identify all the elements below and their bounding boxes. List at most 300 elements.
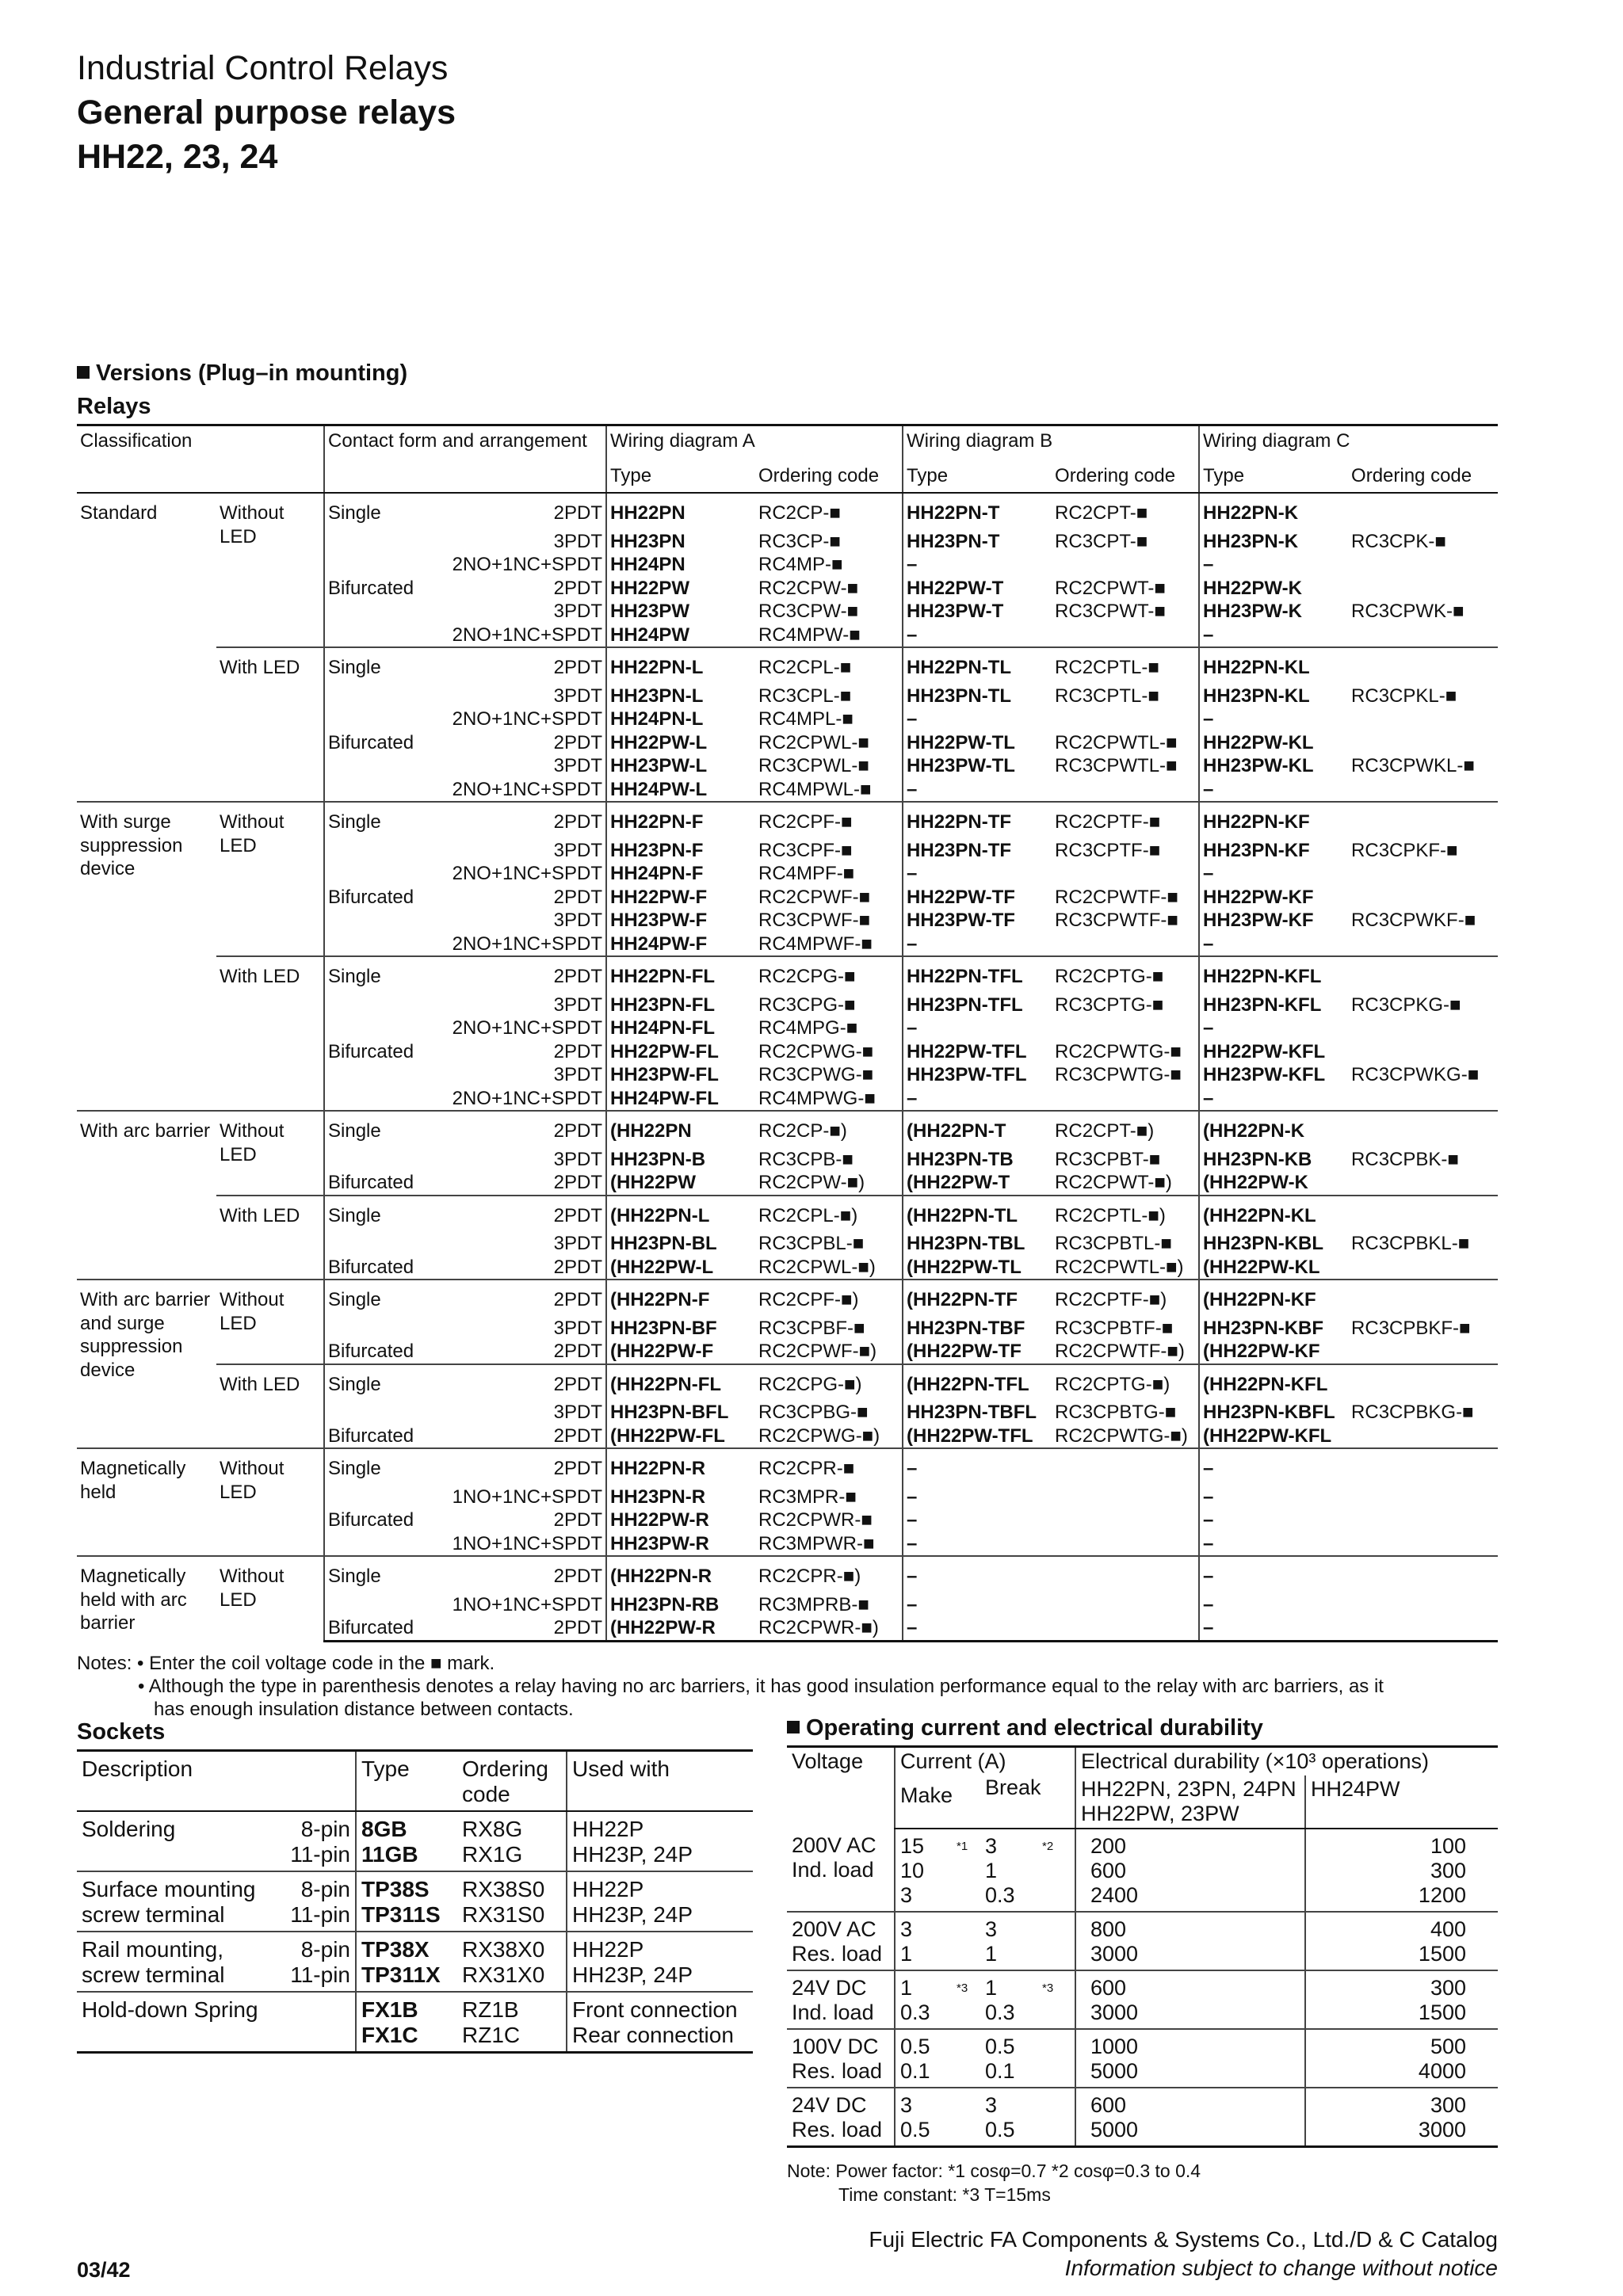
header-models: HH22, 23, 24 [77,138,278,176]
code-a-cell: RC3CPWG-■ [758,1064,874,1085]
code-a-cell: RC4MPWF-■ [758,933,873,955]
code-c-cell [1348,1016,1498,1040]
led-cell: Without LED [216,802,324,956]
socket-code: RZ1B RZ1C [457,1992,567,2053]
table-row [77,956,1498,994]
type-b-cell: HH23PN-TL [903,685,1052,708]
led-cell: Without LED [216,1448,324,1556]
contact-form-cell: Bifurcated [324,731,419,755]
code-b-cell: RC3CPBT-■ [1055,1148,1161,1170]
type-a-cell: HH23PW-FL [606,1063,755,1087]
type-b-cell: HH22PN-TFL [903,956,1052,994]
arrangement-cell: 3PDT [553,1317,603,1339]
type-a-cell: HH23PN-F [606,839,755,863]
code-b-cell [1052,1508,1199,1532]
code-c-cell [1348,1280,1498,1317]
table-row [77,1364,1498,1402]
contact-form-cell [324,1232,419,1256]
code-b-cell: RC3CPWT-■ [1055,601,1166,622]
code-a-cell: RC2CPWF-■) [758,1341,877,1362]
type-b-cell: (HH22PN-TFL [903,1364,1052,1402]
arrangement-cell: 2PDT [553,577,603,599]
type-b-cell: (HH22PW-TFL [903,1425,1052,1449]
durability-1-cell: 800 3000 [1075,1912,1305,1970]
type-c-cell: HH23PN-KB [1199,1148,1348,1172]
type-b-cell: – [903,1448,1052,1486]
type-b-cell: (HH22PN-TL [903,1196,1052,1233]
contact-form-cell: Single [324,1448,419,1486]
type-c-cell: HH22PN-KF [1199,802,1348,839]
code-b-cell [1052,933,1199,957]
arrangement-cell: 2PDT [419,1364,606,1402]
code-c-cell [1348,1532,1498,1557]
footer-company: Fuji Electric FA Components & Systems Co., Ltd./D & C Catalog [869,2227,1498,2252]
durability-1-cell: 1000 5000 [1075,2029,1305,2088]
arrangement-cell: 2PDT [553,1425,603,1447]
break-cell: 3 1 [980,1912,1037,1970]
operating-notes [787,2159,1201,2206]
code-b-cell [1052,1556,1199,1593]
type-b-cell: HH22PN-T [903,493,1052,530]
col-code: Ordering code [755,453,903,494]
type-a-cell: HH23PN-BF [606,1317,755,1341]
arrangement-cell: 3PDT [553,839,603,861]
type-c-cell: – [1199,1532,1348,1557]
code-b-cell [1052,1016,1199,1040]
type-b-cell: (HH22PW-T [903,1171,1052,1196]
type-b-cell: HH23PN-T [903,530,1052,554]
type-b-cell: – [903,1508,1052,1532]
code-b-cell: RC2CPTF-■ [1052,802,1199,839]
type-a-cell: HH23PN-FL [606,994,755,1017]
contact-form-cell [324,624,419,648]
type-a-cell: HH23PN-BL [606,1232,755,1256]
code-c-cell [1348,624,1498,648]
arrangement-cell: 2NO+1NC+SPDT [452,863,603,884]
contact-form-cell [324,778,419,803]
type-a-cell: (HH22PW [606,1171,755,1196]
arrangement-cell: 3PDT [553,1233,603,1254]
type-a-cell: (HH22PN-FL [606,1364,755,1402]
col-make: Make [895,1775,980,1829]
code-b-cell: RC2CPTF-■) [1052,1280,1199,1317]
type-b-cell: HH22PW-TF [903,886,1052,910]
contact-form-cell [324,862,419,886]
arrangement-cell: 3PDT [553,994,603,1016]
type-c-cell: – [1199,1486,1348,1509]
type-c-cell: (HH22PN-KL [1199,1196,1348,1233]
durability-2-cell: 300 3000 [1305,2088,1498,2147]
type-b-cell: – [903,624,1052,648]
type-b-cell: – [903,1556,1052,1593]
socket-code: RX38S0 RX31S0 [457,1871,567,1932]
code-b-cell: RC2CPTL-■ [1052,647,1199,685]
code-b-cell: RC3CPT-■ [1055,530,1148,552]
code-c-cell: RC3CPBK-■ [1351,1148,1459,1170]
type-c-cell: HH22PN-K [1199,493,1348,530]
code-a-cell: RC4MP-■ [758,554,843,575]
code-a-cell: RC4MPL-■ [758,708,854,730]
code-c-cell [1348,1508,1498,1532]
operating-table-body [787,1829,1498,2147]
relays-table [77,424,1498,1642]
type-c-cell: (HH22PW-KF [1199,1340,1348,1364]
type-c-cell: HH23PW-KF [1199,909,1348,933]
code-c-cell [1348,1425,1498,1449]
contact-form-cell [324,1593,419,1617]
arrangement-cell: 2PDT [553,1256,603,1278]
code-c-cell [1348,1256,1498,1280]
footnote-mark: *2 [1042,1840,1054,1853]
code-a-cell: RC2CPR-■) [755,1556,903,1593]
code-c-cell: RC3CPWKL-■ [1351,755,1475,776]
arrangement-cell: 2PDT [419,1448,606,1486]
contact-form-cell: Single [324,1196,419,1233]
arrangement-cell: 2NO+1NC+SPDT [452,933,603,955]
classification-cell: Magnetically held [77,1448,216,1556]
col-classification: Classification [77,425,324,453]
code-b-cell [1052,1616,1199,1641]
header-category: Industrial Control Relays [77,49,449,87]
type-a-cell: HH23PN [606,530,755,554]
type-a-cell: HH23PN-R [606,1486,755,1509]
code-a-cell: RC3MPRB-■ [758,1593,869,1615]
code-b-cell [1052,778,1199,803]
socket-pins [283,1992,356,2053]
table-row [787,2088,1498,2147]
page-number: 03/42 [77,2258,131,2282]
type-a-cell: HH22PN-R [606,1448,755,1486]
code-c-cell [1348,1486,1498,1509]
code-a-cell: RC3CPW-■ [758,601,859,622]
col-type: Type [1199,453,1348,494]
type-b-cell: – [903,1532,1052,1557]
type-b-cell: – [903,1486,1052,1509]
code-a-cell: RC3CPBF-■ [758,1317,865,1339]
code-b-cell: RC2CPWT-■ [1055,577,1166,599]
type-a-cell: HH23PN-L [606,685,755,708]
table-row [77,1196,1498,1233]
col-durability-1: HH22PN, 23PN, 24PN HH22PW, 23PW [1075,1775,1305,1829]
sockets-table-body [77,1811,753,2053]
col-durability-2: HH24PW [1305,1775,1498,1829]
code-a-cell: RC2CPWL-■) [758,1256,876,1278]
col-code: Ordering code [457,1751,567,1812]
code-a-cell: RC2CPL-■ [755,647,903,685]
type-c-cell: – [1199,778,1348,803]
contact-form-cell [324,530,419,554]
classification-cell: With surge suppression device [77,802,216,1111]
break-cell: 3 0.5 [980,2088,1037,2147]
type-a-cell: HH23PW [606,600,755,624]
type-c-cell: – [1199,707,1348,731]
contact-form-cell [324,1063,419,1087]
sockets-table [77,1749,753,2054]
type-b-cell: – [903,778,1052,803]
code-c-cell [1348,1340,1498,1364]
socket-type: TP38X TP311X [356,1932,457,1992]
type-c-cell: – [1199,1508,1348,1532]
col-used-with: Used with [567,1751,753,1812]
code-a-cell: RC4MPWL-■ [758,778,872,800]
type-b-cell: HH23PN-TBFL [903,1401,1052,1425]
table-row [77,493,1498,530]
code-a-cell: RC2CPG-■ [755,956,903,994]
code-a-cell: RC2CPWL-■ [758,731,869,753]
code-b-cell: RC2CPWTG-■) [1055,1425,1188,1447]
code-a-cell: RC2CPWF-■ [758,886,871,908]
make-cell: 1 0.3 [895,1970,952,2029]
arrangement-cell: 3PDT [553,1148,603,1170]
contact-form-cell: Bifurcated [324,1616,419,1641]
type-a-cell: HH22PW-F [606,886,755,910]
socket-pins: 8-pin 11-pin [283,1811,356,1871]
contact-form-cell: Bifurcated [324,1508,419,1532]
contact-form-cell: Single [324,956,419,994]
arrangement-cell: 2NO+1NC+SPDT [452,1087,603,1109]
type-a-cell: HH24PW [606,624,755,648]
code-c-cell [1348,707,1498,731]
code-b-cell [1052,1593,1199,1617]
arrangement-cell: 2PDT [553,1509,603,1531]
type-a-cell: HH22PN [606,493,755,530]
arrangement-cell: 2PDT [419,647,606,685]
contact-form-cell [324,754,419,778]
type-a-cell: HH24PN-F [606,862,755,886]
type-c-cell: – [1199,1448,1348,1486]
contact-form-cell: Single [324,1364,419,1402]
code-b-cell: RC2CPTG-■ [1052,956,1199,994]
arrangement-cell: 3PDT [553,1402,603,1423]
code-b-cell: RC2CPT-■ [1055,502,1148,524]
code-a-cell: RC3CP-■ [758,530,841,552]
break-cell: 1 0.3 [980,1970,1037,2029]
relays-table-body [77,493,1498,1641]
break-cell: 3 1 0.3 [980,1829,1037,1912]
arrangement-cell: 2PDT [419,1196,606,1233]
operating-heading: Operating current and electrical durability [787,1715,1263,1741]
table-row [77,1992,753,2053]
code-b-cell [1052,1448,1199,1486]
code-c-cell [1348,802,1498,839]
type-c-cell: – [1199,1556,1348,1593]
type-a-cell: HH23PN-BFL [606,1401,755,1425]
socket-used-with: HH22P HH23P, 24P [567,1811,753,1871]
table-row [77,1448,1498,1486]
code-c-cell: RC3CPK-■ [1351,530,1446,552]
arrangement-cell: 3PDT [553,910,603,931]
col-code: Ordering code [1052,453,1199,494]
led-cell: Without LED [220,502,285,547]
code-c-cell [1348,1040,1498,1064]
type-c-cell: HH23PN-KF [1199,839,1348,863]
durability-1-cell: 600 5000 [1075,2088,1305,2147]
code-a-cell: RC3CPBG-■ [758,1402,869,1423]
code-b-cell: RC2CPTL-■) [1052,1196,1199,1233]
table-row [787,1829,1498,1912]
contact-form-cell: Single [324,802,419,839]
make-cell: 15 10 3 [895,1829,952,1912]
arrangement-cell: 2NO+1NC+SPDT [452,708,603,730]
code-a-cell: RC3MPWR-■ [758,1532,875,1554]
type-c-cell: – [1199,1087,1348,1112]
code-b-cell: RC2CPWTF-■) [1055,1341,1185,1362]
table-row [77,1280,1498,1317]
break-footnote [1037,2029,1075,2088]
contact-form-cell [324,909,419,933]
type-a-cell: HH23PN-RB [606,1593,755,1617]
footnote-mark: *3 [957,1981,968,1995]
arrangement-cell: 2PDT [419,1616,606,1641]
type-c-cell: HH22PN-KFL [1199,956,1348,994]
code-a-cell: RC3CPL-■ [758,685,852,707]
type-a-cell: HH22PW-R [606,1508,755,1532]
type-c-cell: HH23PN-KL [1199,685,1348,708]
type-a-cell: HH23PW-F [606,909,755,933]
type-c-cell: – [1199,933,1348,957]
relays-notes [77,1652,1503,1721]
code-c-cell: RC3CPBKF-■ [1351,1317,1471,1339]
type-b-cell: HH23PN-TFL [903,994,1052,1017]
code-b-cell [1052,862,1199,886]
contact-form-cell [324,600,419,624]
code-a-cell: RC3CPG-■ [758,994,856,1016]
type-b-cell: HH22PN-TF [903,802,1052,839]
led-cell: Without LED [216,1280,324,1364]
arrangement-cell: 2PDT [553,502,603,524]
code-a-cell: RC3CPWL-■ [758,755,869,776]
contact-form-cell: Bifurcated [324,1340,419,1364]
type-c-cell: HH22PW-KF [1199,886,1348,910]
code-b-cell: RC3CPWTG-■ [1055,1064,1182,1085]
code-c-cell [1348,886,1498,910]
code-c-cell: RC3CPWK-■ [1351,601,1465,622]
contact-form-cell: Bifurcated [324,577,419,601]
contact-form-cell [324,1532,419,1557]
type-b-cell: (HH22PN-TF [903,1280,1052,1317]
type-c-cell: – [1199,624,1348,648]
col-wiring-b: Wiring diagram B [903,425,1199,453]
footnote-mark: *3 [1042,1981,1054,1995]
type-b-cell: HH22PW-T [903,577,1052,601]
table-row [77,647,1498,685]
type-c-cell: HH23PN-KBF [1199,1317,1348,1341]
table-row [77,1556,1498,1593]
type-a-cell: HH22PW-FL [606,1040,755,1064]
classification-cell: Standard [80,502,158,524]
code-a-cell: RC2CPG-■) [755,1364,903,1402]
square-bullet-icon [77,366,90,379]
led-cell: With LED [216,647,324,802]
code-a-cell: RC4MPG-■ [758,1017,858,1039]
code-b-cell: RC3CPTG-■ [1055,994,1164,1016]
type-a-cell: HH24PN [606,553,755,577]
type-a-cell: HH22PN-FL [606,956,755,994]
break-footnote [1037,2088,1075,2147]
type-b-cell: (HH22PN-T [903,1111,1052,1148]
code-a-cell: RC2CPL-■) [755,1196,903,1233]
type-c-cell: HH23PW-KL [1199,754,1348,778]
arrangement-cell: 2PDT [419,956,606,994]
type-a-cell: HH22PW-L [606,731,755,755]
code-c-cell [1348,933,1498,957]
type-b-cell: – [903,1016,1052,1040]
arrangement-cell: 3PDT [553,530,603,552]
contact-form-cell [324,1317,419,1341]
type-b-cell: HH23PN-TB [903,1148,1052,1172]
type-b-cell: HH22PN-TL [903,647,1052,685]
socket-description: Soldering [77,1811,283,1871]
type-b-cell: HH23PN-TBL [903,1232,1052,1256]
contact-form-cell: Single [324,647,419,685]
col-type: Type [606,453,755,494]
arrangement-cell: 1NO+1NC+SPDT [452,1593,603,1615]
led-cell: With LED [216,956,324,1111]
arrangement-cell: 2PDT [553,1172,603,1193]
code-c-cell: RC3CPWKG-■ [1351,1064,1480,1085]
code-a-cell: RC2CPWG-■) [758,1425,880,1447]
break-footnote [1037,1912,1075,1970]
socket-description: Rail mounting, screw terminal [77,1932,283,1992]
classification-cell: With arc barrier [77,1111,216,1280]
durability-2-cell: 100 300 1200 [1305,1829,1498,1912]
type-c-cell: – [1199,1616,1348,1641]
arrangement-cell: 3PDT [553,601,603,622]
socket-pins: 8-pin 11-pin [283,1932,356,1992]
code-c-cell [1348,1364,1498,1402]
type-c-cell: (HH22PW-KL [1199,1256,1348,1280]
voltage-cell: 24V DC Res. load [787,2088,895,2147]
type-b-cell: (HH22PW-TF [903,1340,1052,1364]
code-b-cell [1052,1486,1199,1509]
code-b-cell [1052,624,1199,648]
code-b-cell: RC2CPWTL-■ [1055,731,1178,753]
note-power-factor: Note: Power factor: *1 cosφ=0.7 *2 cosφ=0.3 to 0.4 [787,2161,1201,2181]
arrangement-cell: 2NO+1NC+SPDT [452,1017,603,1039]
code-c-cell [1348,956,1498,994]
durability-2-cell: 400 1500 [1305,1912,1498,1970]
type-a-cell: HH24PW-FL [606,1087,755,1112]
code-c-cell [1348,731,1498,755]
contact-form-cell [324,1016,419,1040]
contact-form-cell [324,933,419,957]
code-c-cell [1348,647,1498,685]
code-b-cell: RC3CPBTG-■ [1055,1402,1177,1423]
code-a-cell: RC2CPW-■) [758,1172,865,1193]
arrangement-cell: 3PDT [553,1064,603,1085]
table-row [77,1111,1498,1148]
col-contact: Contact form and arrangement [324,425,606,453]
code-b-cell [1052,1087,1199,1112]
square-bullet-icon [787,1721,800,1733]
contact-form-cell: Bifurcated [324,1171,419,1196]
contact-form-cell [324,707,419,731]
type-b-cell: HH23PW-TL [903,754,1052,778]
type-c-cell: (HH22PW-KFL [1199,1425,1348,1449]
type-c-cell: – [1199,1016,1348,1040]
code-c-cell [1348,1448,1498,1486]
table-row [77,1871,753,1932]
code-a-cell: RC3CPB-■ [758,1148,854,1170]
arrangement-cell: 3PDT [553,755,603,776]
code-a-cell: RC2CP-■) [755,1111,903,1148]
durability-2-cell: 500 4000 [1305,2029,1498,2088]
code-c-cell: RC3CPBKG-■ [1351,1402,1474,1423]
type-a-cell: (HH22PW-L [606,1256,755,1280]
contact-form-cell: Bifurcated [324,1040,419,1064]
code-c-cell [1348,493,1498,530]
code-c-cell: RC3CPKF-■ [1351,839,1458,861]
